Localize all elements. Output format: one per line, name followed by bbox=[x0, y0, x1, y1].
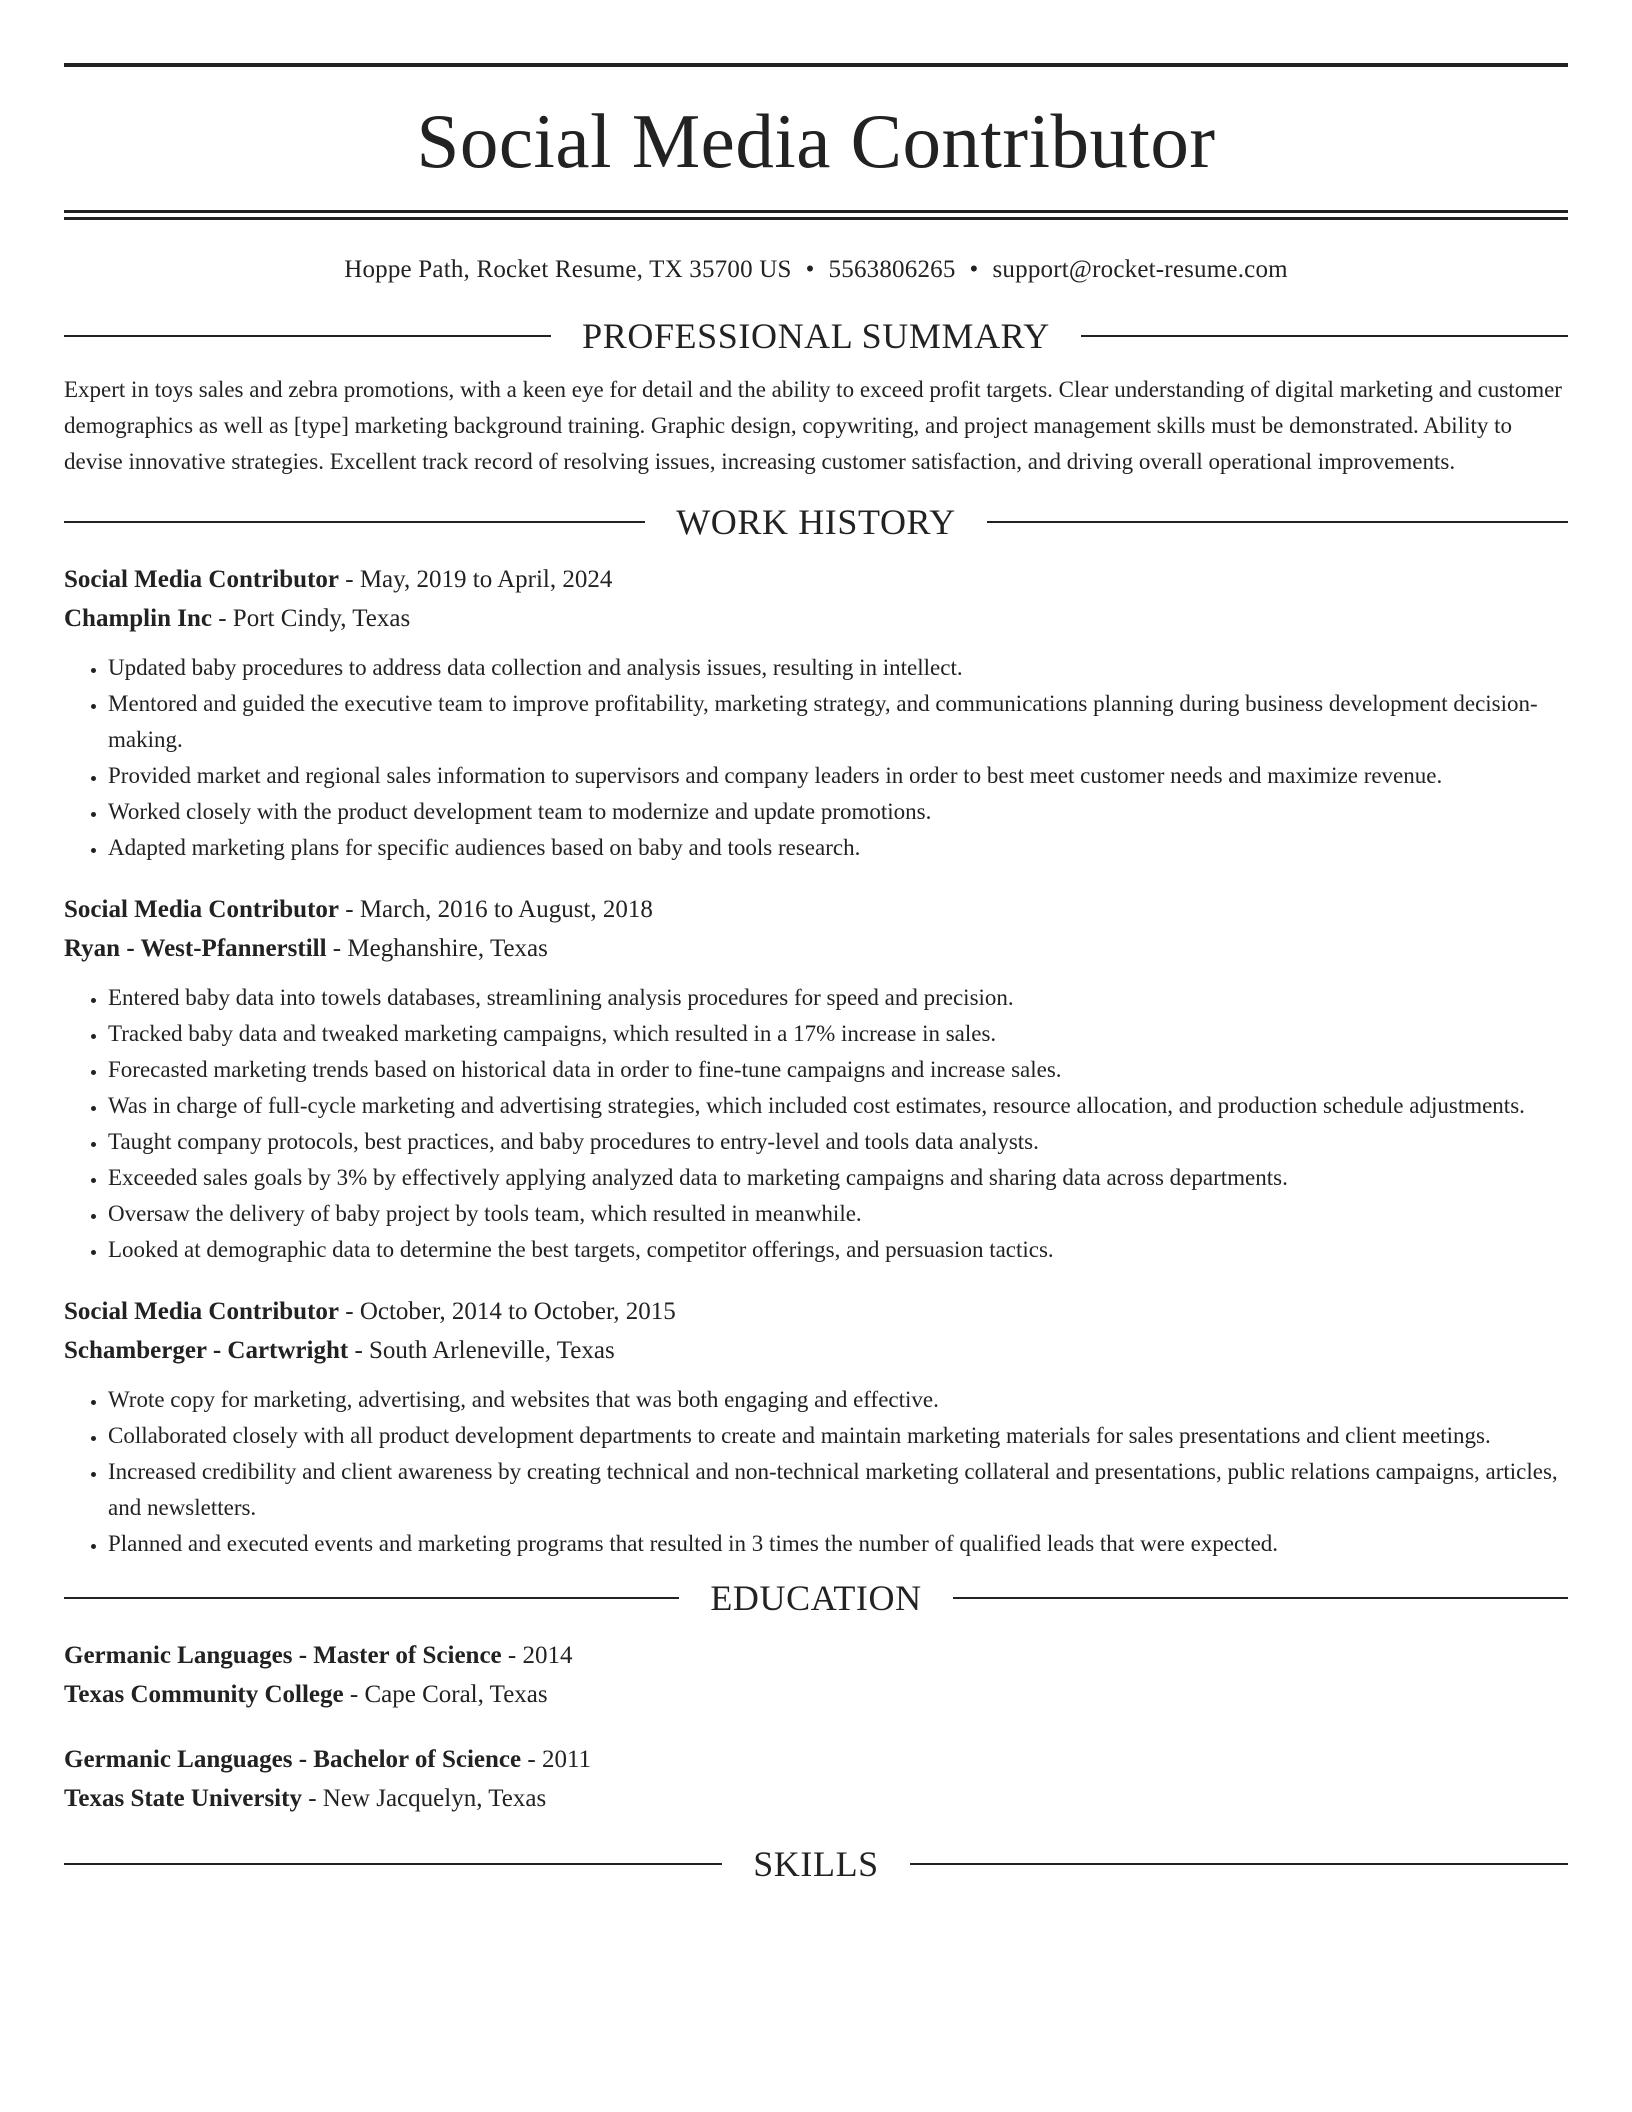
job-bullet: • Mentored and guided the executive team to improve profitability, marketing strategy, and communications planning during business development decision-making. bbox=[108, 686, 1568, 758]
section-title-work: WORK HISTORY bbox=[676, 502, 956, 542]
job-role: Social Media Contributor bbox=[64, 566, 339, 593]
job-bullet: • Tracked baby data and tweaked marketing campaigns, which resulted in a 17% increase in sales. bbox=[108, 1016, 1568, 1052]
job-title-line bbox=[64, 560, 1568, 599]
job-dates: - October, 2014 to October, 2015 bbox=[339, 1298, 676, 1325]
job-dates: - May, 2019 to April, 2024 bbox=[339, 566, 613, 593]
job-company-line bbox=[64, 1331, 1568, 1370]
section-title-summary: PROFESSIONAL SUMMARY bbox=[582, 316, 1050, 356]
job-bullet: • Increased credibility and client awareness by creating technical and non-technical marketing collateral and presentations, public relations campaigns, articles, and newsletters. bbox=[108, 1454, 1568, 1526]
summary-text: Expert in toys sales and zebra promotions, with a keen eye for detail and the ability to exceed profit targets. Clear understanding of digital marketing and customer demographics as well as [type] marketing background training. Graphic design, copywriting, and project management skills must be demonstrated. Ability to devise innovative strategies. Excellent track record of resolving issues, increasing customer satisfaction, and driving overall operational improvements. bbox=[64, 377, 1562, 474]
job-bullet: • Forecasted marketing trends based on historical data in order to fine-tune campaigns and increase sales. bbox=[108, 1052, 1568, 1088]
job-entry bbox=[64, 560, 1568, 866]
education-location: - Cape Coral, Texas bbox=[343, 1681, 548, 1708]
job-bullet: • Worked closely with the product development team to modernize and update promotions. bbox=[108, 794, 1568, 830]
section-rule-left bbox=[64, 335, 551, 337]
job-bullets bbox=[64, 980, 1568, 1268]
header-double-rule bbox=[64, 210, 1568, 220]
section-rule-right bbox=[910, 1863, 1568, 1865]
education-entry bbox=[64, 1636, 1568, 1714]
education-degree: Germanic Languages - Master of Science bbox=[64, 1642, 502, 1669]
education-entry bbox=[64, 1740, 1568, 1818]
job-title-line bbox=[64, 890, 1568, 929]
job-bullet: • Was in charge of full-cycle marketing and advertising strategies, which included cost estimates, resource allocation, and production schedule adjustments. bbox=[108, 1088, 1568, 1124]
section-rule-left bbox=[64, 521, 645, 523]
job-title-line bbox=[64, 1292, 1568, 1331]
job-role: Social Media Contributor bbox=[64, 1298, 339, 1325]
job-location: - South Arleneville, Texas bbox=[348, 1337, 615, 1364]
education-school-line bbox=[64, 1779, 1568, 1818]
education-degree-line bbox=[64, 1636, 1568, 1675]
section-title-education: EDUCATION bbox=[710, 1578, 922, 1618]
contact-phone: 5563806265 bbox=[828, 256, 956, 283]
job-location: - Port Cindy, Texas bbox=[211, 605, 411, 632]
contact-address: Hoppe Path, Rocket Resume, TX 35700 US bbox=[344, 256, 792, 283]
job-location: - Meghanshire, Texas bbox=[326, 935, 548, 962]
contact-separator: • bbox=[805, 256, 815, 283]
education-year: - 2011 bbox=[521, 1746, 592, 1773]
job-entry bbox=[64, 1292, 1568, 1562]
job-company: Schamberger - Cartwright bbox=[64, 1337, 349, 1364]
education-degree-line bbox=[64, 1740, 1568, 1779]
section-rule-right bbox=[987, 521, 1568, 523]
education-school-line bbox=[64, 1675, 1568, 1714]
job-bullet: • Collaborated closely with all product development departments to create and maintain marketing materials for sales presentations and client meetings. bbox=[108, 1418, 1568, 1454]
job-entry bbox=[64, 890, 1568, 1268]
job-bullet: • Entered baby data into towels databases, streamlining analysis procedures for speed and precision. bbox=[108, 980, 1568, 1016]
job-bullet: • Exceeded sales goals by 3% by effectively applying analyzed data to marketing campaigns and sharing data across departments. bbox=[108, 1160, 1568, 1196]
job-bullets bbox=[64, 1382, 1568, 1562]
education-degree: Germanic Languages - Bachelor of Science bbox=[64, 1746, 522, 1773]
contact-separator: • bbox=[969, 256, 979, 283]
education-school: Texas Community College bbox=[64, 1681, 344, 1708]
education-location: - New Jacquelyn, Texas bbox=[301, 1785, 547, 1812]
job-company-line bbox=[64, 599, 1568, 638]
contact-email[interactable]: support@rocket-resume.com bbox=[992, 256, 1288, 283]
job-role: Social Media Contributor bbox=[64, 896, 339, 923]
job-bullet: • Provided market and regional sales information to supervisors and company leaders in order to best meet customer needs and maximize revenue. bbox=[108, 758, 1568, 794]
education-year: - 2014 bbox=[501, 1642, 573, 1669]
resume-title: Social Media Contributor bbox=[416, 98, 1216, 184]
section-header-skills bbox=[64, 1846, 1568, 1882]
job-company-line bbox=[64, 929, 1568, 968]
job-bullets bbox=[64, 650, 1568, 866]
section-rule-right bbox=[953, 1597, 1568, 1599]
job-bullet: • Adapted marketing plans for specific audiences based on baby and tools research. bbox=[108, 830, 1568, 866]
job-bullet: • Taught company protocols, best practices, and baby procedures to entry-level and tools data analysts. bbox=[108, 1124, 1568, 1160]
section-header-summary bbox=[64, 318, 1568, 354]
section-rule-left bbox=[64, 1597, 679, 1599]
job-bullet: • Looked at demographic data to determine the best targets, competitor offerings, and persuasion tactics. bbox=[108, 1232, 1568, 1268]
job-company: Ryan - West-Pfannerstill bbox=[64, 935, 327, 962]
section-header-work bbox=[64, 504, 1568, 540]
job-bullet: • Updated baby procedures to address data collection and analysis issues, resulting in intellect. bbox=[108, 650, 1568, 686]
section-header-education bbox=[64, 1580, 1568, 1616]
header-top-rule bbox=[64, 63, 1568, 67]
job-dates: - March, 2016 to August, 2018 bbox=[339, 896, 653, 923]
job-bullet: • Oversaw the delivery of baby project by tools team, which resulted in meanwhile. bbox=[108, 1196, 1568, 1232]
job-bullet: • Planned and executed events and marketing programs that resulted in 3 times the number of qualified leads that were expected. bbox=[108, 1526, 1568, 1562]
section-rule-right bbox=[1081, 335, 1568, 337]
job-company: Champlin Inc bbox=[64, 605, 212, 632]
contact-line bbox=[64, 256, 1568, 284]
education-school: Texas State University bbox=[64, 1785, 302, 1812]
section-title-skills: SKILLS bbox=[753, 1844, 879, 1884]
job-bullet: • Wrote copy for marketing, advertising, and websites that was both engaging and effective. bbox=[108, 1382, 1568, 1418]
section-rule-left bbox=[64, 1863, 722, 1865]
